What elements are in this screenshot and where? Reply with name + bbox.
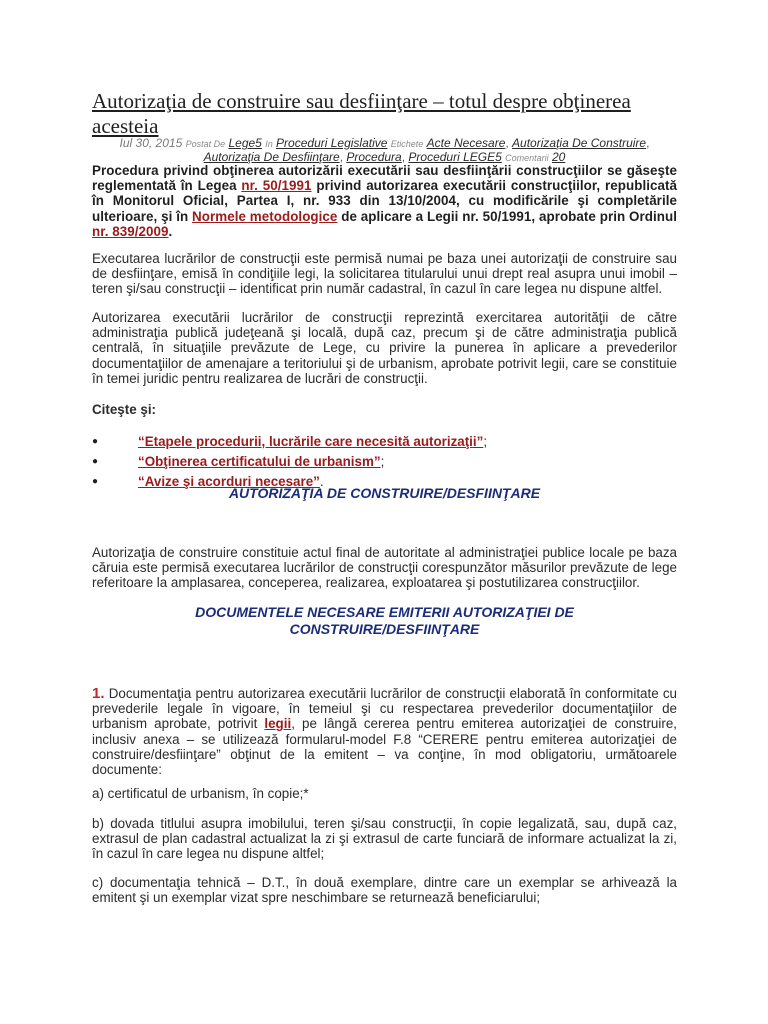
tag-link[interactable]: Proceduri LEGE5 (408, 150, 502, 164)
list-suffix: . (319, 474, 324, 489)
order-link[interactable]: nr. 839/2009 (92, 223, 169, 239)
bullet-icon: ● (92, 456, 99, 467)
post-date: Iul 30, 2015 (119, 136, 183, 150)
item-b: b) dovada titlului asupra imobilului, teren şi/sau construcţii, în copie legalizată, sau, după caz, extrasul de plan cadastral actualizat la zi şi extrasul de carte funciară de informare actualizat la zi, în cazul în care legea nu dispune altfel; (92, 816, 677, 862)
item-text: , pe lângă cererea pentru emiterea autorizaţiei de construire, inclusiv anexa – se utilizează formularul-model F.8 “CERERE pentru emiterea autorizaţiei de construire/desfiinţare” obţinut de la emitent – va conţine, în mod obligatoriu, următoarele documente: (92, 716, 677, 778)
list-item (92, 432, 677, 452)
comments-count-link[interactable]: 20 (552, 150, 566, 164)
article-title: Autorizaţia de construire sau desfiinţare – totul despre obţinerea acesteia (92, 89, 631, 138)
list-item (92, 452, 677, 472)
norms-link[interactable]: Normele metodologice (192, 208, 338, 224)
read-also-label: Citeşte şi: (92, 402, 156, 417)
item-number: 1. (92, 685, 105, 702)
read-also-link[interactable]: “Obţinerea certificatului de urbanism” (138, 454, 381, 469)
intro-paragraph (92, 163, 677, 239)
author-link[interactable]: Lege5 (228, 136, 262, 150)
read-also-link[interactable]: “Avize şi acorduri necesare” (138, 474, 320, 489)
bullet-icon: ● (92, 436, 99, 447)
heading-line: DOCUMENTELE NECESARE EMITERII AUTORIZAŢIEI DE (195, 604, 574, 620)
item-text: Documentaţia pentru autorizarea executării lucrărilor de construcţii elaborată în conformitate cu prevederile legale în vigoare, în temeiul şi cu respectarea prevederilor documentaţiilor de urbanism aprobate, potrivit (92, 686, 677, 732)
paragraph-execution: Executarea lucrărilor de construcţii este permisă numai pe baza unei autorizaţii de construire sau de desfiinţare, emisă în condiţiile legi, la solicitarea titularului unui drept real asupra unui imobil – teren şi/sau construcţii – identificat prin număr cadastral, în cazul în care legea nu dispune altfel. (92, 251, 677, 297)
list-suffix: ; (483, 434, 488, 449)
intro-text: de aplicare a Legii nr. 50/1991, aprobate prin Ordinul (337, 208, 677, 224)
intro-text: . (168, 223, 173, 239)
tag-link[interactable]: Procedura (346, 150, 402, 164)
paragraph-authorization: Autorizarea executării lucrărilor de construcţii reprezintă exercitarea autorităţii de către administraţia publică judeţeană şi locală, după caz, precum şi de către administraţia publică centrală, în situaţiile prevăzute de Lege, cu privire la punerea în aplicare a prevederilor documentaţiilor de amenajare a teritoriului şi de urbanism, aprobate potrivit legii, care se constituie în temei juridic pentru realizarea de lucrări de construcţii. (92, 310, 677, 386)
list-suffix: ; (380, 454, 385, 469)
posted-by-label: Postat De (185, 139, 226, 149)
comments-label: Comentarii (505, 153, 549, 163)
tag-link[interactable]: Autorizaţia De Desfiinţare (203, 150, 340, 164)
tags-label: Etichete (390, 139, 424, 149)
intro-text: Procedura privind obţinerea autorizării executării sau desfiinţării construcţiilor se găseşte reglementată în Legea (92, 163, 677, 194)
in-label: In (265, 139, 273, 149)
section-heading-authorization: AUTORIZAŢIA DE CONSTRUIRE/DESFIINŢARE (228, 485, 541, 501)
read-also-list (92, 432, 677, 492)
law-link[interactable]: nr. 50/1991 (241, 178, 312, 194)
heading-line: CONSTRUIRE/DESFIINŢARE (289, 621, 480, 637)
tag-link[interactable]: Autorizaţia De Construire (512, 136, 647, 150)
category-link[interactable]: Proceduri Legislative (276, 136, 388, 150)
section-heading-documents (92, 604, 677, 638)
paragraph-item-1 (92, 686, 677, 777)
item-a: a) certificatul de urbanism, în copie;* (92, 786, 309, 801)
tag-link[interactable]: Acte Necesare (426, 136, 506, 150)
law-reference-link[interactable]: legii (264, 716, 292, 732)
bullet-icon: ● (92, 476, 99, 487)
article-meta: Iul 30, 2015 Postat De Lege5 In Proceduri Legislative Etichete Acte Necesare, Autorizaţia De Construire, Autorizaţia De Desfiinţare, Procedura, Proceduri LEGE5 Comentarii 20 (119, 136, 650, 164)
paragraph-definition: Autorizaţia de construire constituie actul final de autoritate al administraţiei publice locale pe baza căruia este permisă executarea lucrărilor de construcţii corespunzător măsurilor prevăzute de lege referitoare la amplasarea, conceperea, realizarea, exploatarea şi postutilizarea construcţiilor. (92, 545, 677, 591)
read-also-link[interactable]: “Etapele procedurii, lucrările care necesită autorizaţii” (138, 434, 484, 449)
intro-text: privind autorizarea executării construcţiilor, republicată în Monitorul Oficial, Partea I, nr. 933 din 13/10/2004, cu modificările şi completările ulterioare, şi în (92, 178, 677, 224)
item-c: c) documentaţia tehnică – D.T., în două exemplare, dintre care un exemplar se arhivează la emitent şi un exemplar vizat spre neschimbare se returnează beneficiarului; (92, 875, 677, 906)
